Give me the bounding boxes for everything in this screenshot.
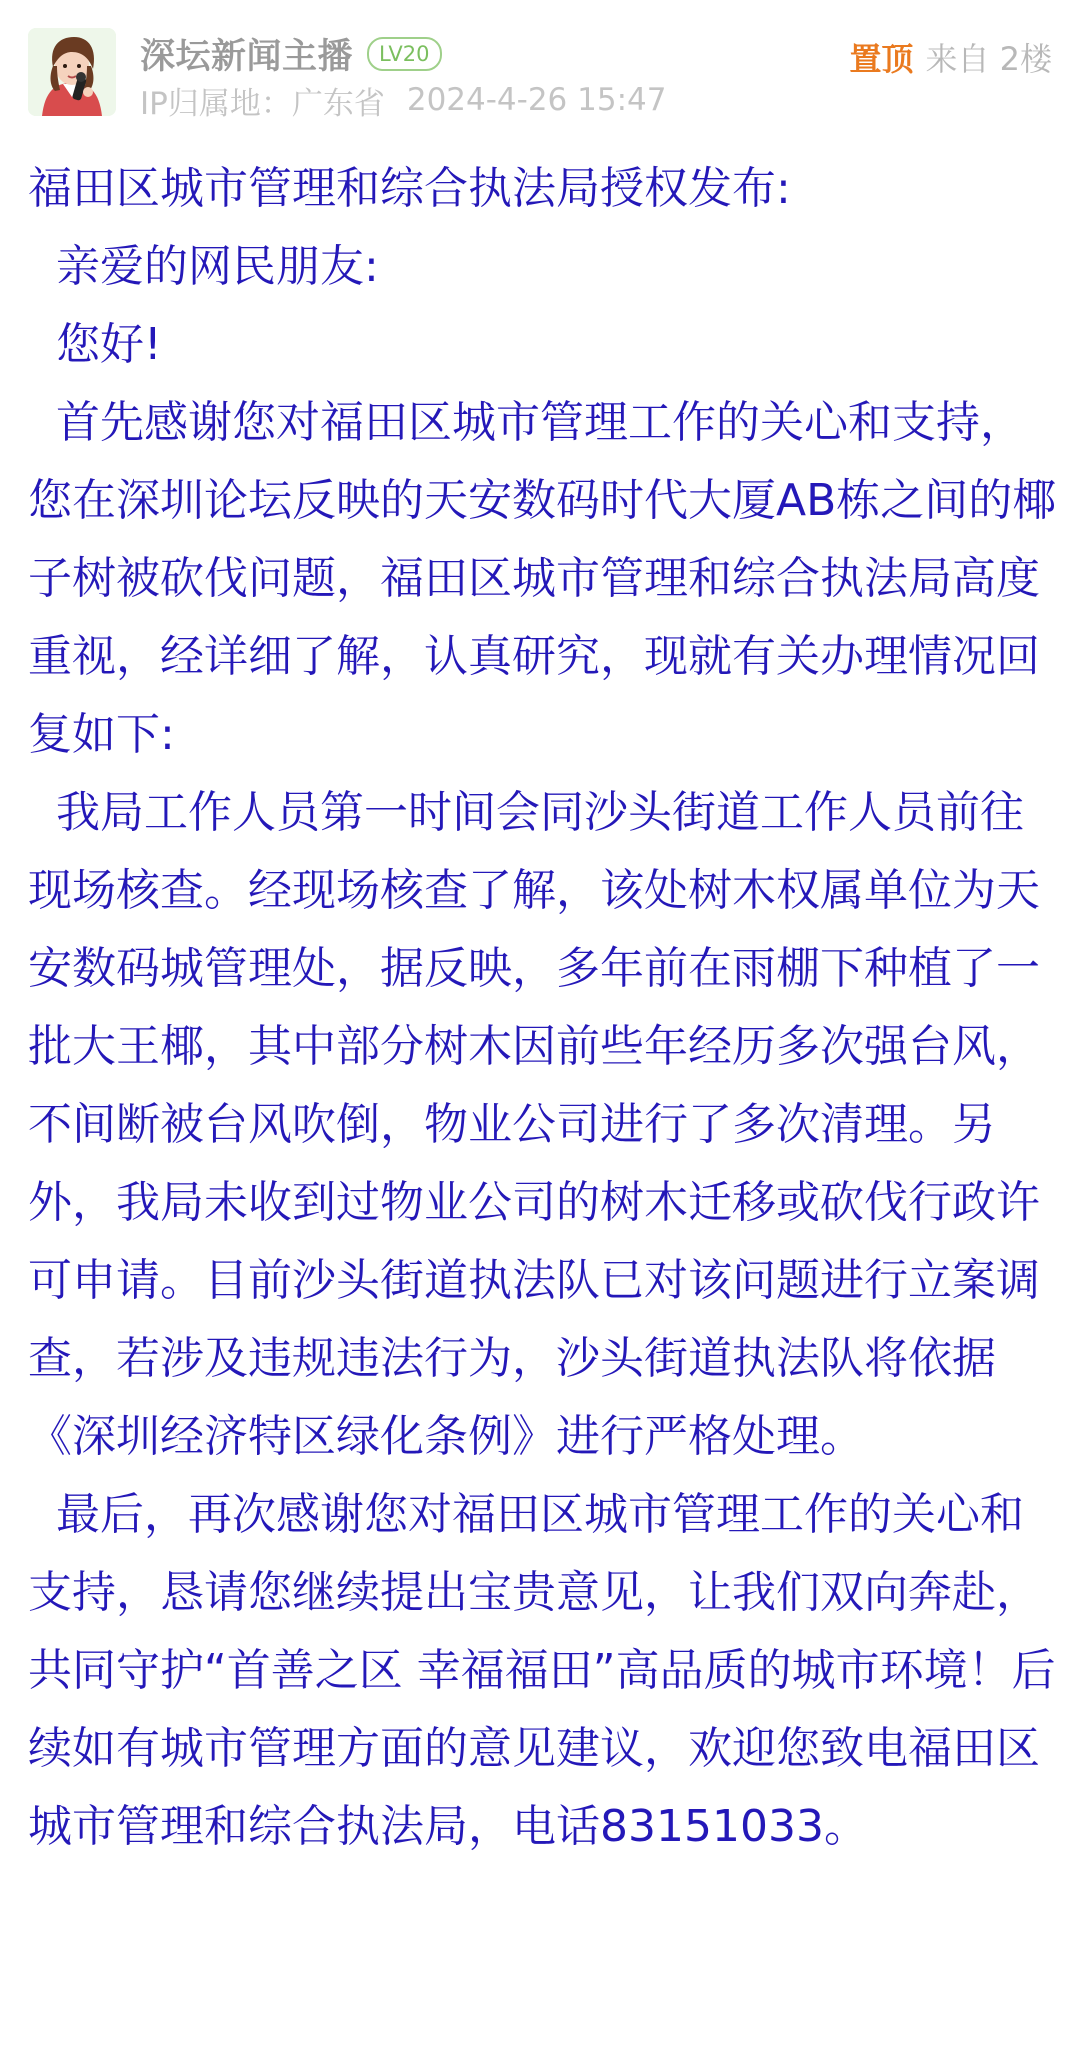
post-tags [849, 34, 1052, 80]
author-name[interactable]: 深坛新闻主播 [140, 37, 354, 77]
content-paragraph-1: 首先感谢您对福田区城市管理工作的关心和支持，您在深圳论坛反映的天安数码时代大厦AB栋之间的椰子树被砍伐问题，福田区城市管理和综合执法局高度重视，经详细了解，认真研究，现就有关办理情况回复如下: [28, 397, 1057, 760]
ip-location [140, 78, 385, 123]
post-meta [140, 80, 666, 120]
floor-label: 来自 2楼 [925, 40, 1052, 78]
newscaster-avatar-icon [28, 28, 116, 116]
hello-text: 您好! [56, 319, 162, 370]
author-row [140, 30, 442, 78]
ip-label: IP归属地： [140, 85, 292, 122]
post-content [28, 150, 1058, 1866]
author-avatar[interactable] [28, 28, 116, 116]
post-timestamp: 2024-4-26 15:47 [406, 82, 667, 118]
greeting-text: 亲爱的网民朋友: [56, 241, 379, 292]
pinned-badge: 置顶 [849, 40, 914, 78]
post-header [0, 0, 1080, 150]
content-paragraph-3: 最后，再次感谢您对福田区城市管理工作的关心和支持，恳请您继续提出宝贵意见，让我们双向奔赴，共同守护“首善之区 幸福福田”高品质的城市环境！后续如有城市管理方面的意见建议，欢迎您致电福田区城市管理和综合执法局，电话83151033。 [28, 1489, 1056, 1852]
level-badge: LV20 [367, 37, 441, 71]
post-title: 福田区城市管理和综合执法局授权发布: [28, 163, 791, 214]
ip-value: 广东省 [291, 85, 385, 122]
content-paragraph-2: 我局工作人员第一时间会同沙头街道工作人员前往现场核查。经现场核查了解，该处树木权属单位为天安数码城管理处，据反映，多年前在雨棚下种植了一批大王椰，其中部分树木因前些年经历多次强台风，不间断被台风吹倒，物业公司进行了多次清理。另外，我局未收到过物业公司的树木迁移或砍伐行政许可申请。目前沙头街道执法队已对该问题进行立案调查，若涉及违规违法行为，沙头街道执法队将依据《深圳经济特区绿化条例》进行严格处理。 [28, 787, 1040, 1462]
